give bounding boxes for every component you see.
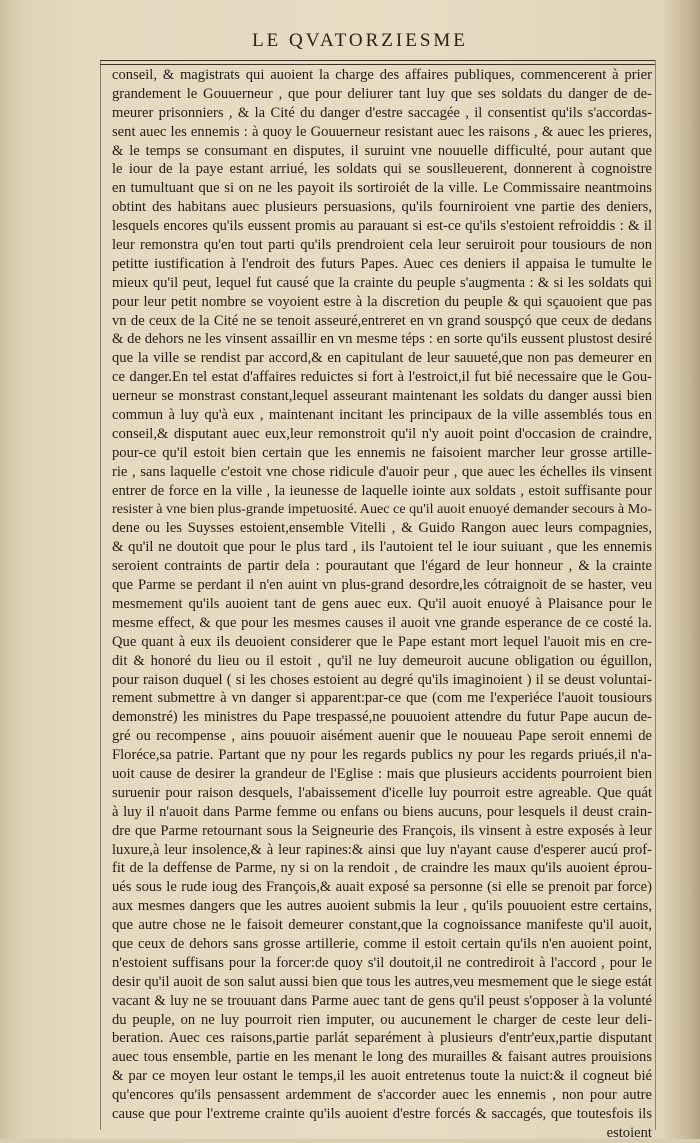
text-line: suruenir pour raison desquels, l'abaissement d'icelle luy pourroit estre agreable. Que quát — [112, 784, 652, 801]
text-line: leur remonstra qu'en tout parti qu'ils prendroient cela leur seruiroit pour tousiours de non — [112, 237, 652, 254]
text-line: que la ville se rendist par accord,& en capitulant de leur sauueté,que non pas demeurer en — [112, 350, 652, 367]
text-line: uerneur se monstrast constant,lequel asseurant maintenant les soldats du danger aussi bien — [112, 388, 652, 405]
text-line: aux mesmes dangers que les autres auoient submis la leur , qu'ils pouuoient estre certains, — [112, 898, 652, 915]
text-line: luxure,à leur insolence,& à leur rapines:& ainsi que luy n'ayant cause d'esperer aucú prof- — [112, 841, 652, 858]
text-line: meurer prisonniers , & la Cité du danger d'estre saccagée , il consentist qu'ils s'accordas- — [112, 104, 652, 121]
text-line: grandement le Gouuerneur , que pour deliurer tant luy que ses soldats du danger de de- — [112, 85, 652, 102]
body-text — [112, 66, 652, 1143]
text-line: & de dehors ne les vinsent assaillir en vn mesme téps : en sorte qu'ils eussent plustost desiré — [112, 331, 652, 348]
text-line: conseil,& disputant auec eux,leur remonstroit qu'il n'y auoit point d'occasion de craindre, — [112, 425, 652, 442]
text-line: dene ou les Suysses estoient,ensemble Vitelli , & Guido Rangon auec leurs compagnies, — [112, 520, 652, 537]
text-line: mesme effect, & que pour les mesmes causes il auoit vne grande esperance de ce costé la. — [112, 614, 652, 631]
text-line: vn de ceux de la Cité ne se tenoit asseuré,entreret en vn grand souspçó que ceux de dedans — [112, 312, 652, 329]
text-line: à luy il n'auoit dans Parme femme ou enfans ou biens aucuns, pour lesquels il deust crain- — [112, 803, 652, 820]
text-line: que ceux de dehors sans grosse artillerie, comme il estoit certain qu'ils n'en auoient point, — [112, 935, 652, 952]
text-line: lesquels encores qu'ils eussent promis au parauant si est-ce qu'ils s'estoient refroiddis : & il — [112, 218, 652, 235]
text-line: cause que pour l'extreme crainte qu'ils auoient d'estre forcés & saccagés, que toutesfois ils — [112, 1105, 652, 1122]
text-line: rement submettre à vn danger si apparent:par-ce que (com me l'experiéce l'auoit tousiours — [112, 690, 652, 707]
text-line: Que quant à eux ils deuoient considerer que le Pape estant mort lequel l'auoit mis en cre- — [112, 633, 652, 650]
text-line: vacant & luy ne se trouuant dans Parme auec tant de gens qu'il peust s'opposer à la volunté — [112, 992, 652, 1009]
text-line: mieux qu'il peut, lequel fut causé que la crainte du peuple s'augmenta : & si les soldats qui — [112, 274, 652, 291]
left-margin-rule — [100, 60, 101, 1130]
right-margin-rule — [655, 60, 656, 1130]
text-line: obtint des habitans auec plusieurs persuasions, qu'ils fourniroient vne partie des deniers, — [112, 199, 652, 216]
text-line: pour leur petit nombre se voyoient estre à la discretion du peuple & qui sçauoient que pas — [112, 293, 652, 310]
text-line: ce danger.En tel estat d'affaires reduictes si fort à l'estroict,il fut bié necessaire que le Gou- — [112, 369, 652, 386]
text-line: entrer de force en la ville , la ieunesse de laquelle iointe aux soldats , estoit suffisante pour — [112, 482, 652, 499]
text-line: pour-ce qu'il estoit bien certain que les ennemis ne faisoient marcher leur grosse artille- — [112, 444, 652, 461]
text-line: demonstré) les ministres du Pape trespassé,ne pouuoient attendre du futur Pape aucun de- — [112, 709, 652, 726]
text-line: petitte iustification à l'endroit des futurs Papes. Auec ces deniers il appaisa le tumulte le — [112, 255, 652, 272]
text-line: auec tous ensemble, partie en les menant le long des murailles & faisant autres prouisions — [112, 1049, 652, 1066]
text-line: que Parme se perdant il n'en auint vn plus-grand desordre,les cótraignoit de se haster, veu — [112, 577, 652, 594]
text-line: Floréce,sa patrie. Partant que ny pour les regards publics ny pour les regards priués,il n'a- — [112, 747, 652, 764]
text-line: commun à luy qu'à eux , maintenant incitant les principaux de la ville assemblés tous en — [112, 407, 652, 424]
text-line: desir qu'il auoit de son salut aussi bien que tous les autres,veu mesmement que le siege estát — [112, 973, 652, 990]
text-line: resister à vne bien plus-grande impetuosité. Auec ce qu'il auoit enuoyé demander secours à Mo- — [112, 501, 652, 518]
text-line: dit & honoré du lieu ou il estoit , qu'il ne luy demeuroit aucune obligation ou éguillon, — [112, 652, 652, 669]
text-line: du peuple, on ne luy pourroit rien imputer, ou aucunement le charger de ceste leur deli- — [112, 1011, 652, 1028]
text-line: fit de la deffense de Parme, ny si on la rendoit , de craindre les maux qu'ils auoient éprou- — [112, 860, 652, 877]
text-line: rie , sans laquelle c'estoit vne chose ridicule d'auoir peur , que auec les échelles ils vinsent — [112, 463, 652, 480]
text-line: beration. Auec ces raisons,partie parlát separément à plusieurs d'entr'eux,partie disputant — [112, 1030, 652, 1047]
text-line: & le temps se consumant en disputes, il suruint vne nouuelle difficulté, pour autant que — [112, 142, 652, 159]
text-line: mesmement qu'ils auoient tant de gens auec eux. Qu'il auoit enuoyé à Plaisance pour le — [112, 595, 652, 612]
text-line: seroient contraints de partir dela : pourautant que l'égard de leur honneur , & la crainte — [112, 558, 652, 575]
text-line: & qu'il ne doutoit que pour le plus tard , ils l'autoient tel le iour suiuant , que les ennemis — [112, 539, 652, 556]
text-line: dre que Parme retournant sous la Seigneurie des François, ils vinsent à estre exposés à leur — [112, 822, 652, 839]
text-line: & par ce moyen leur ostant le temps,il les auoit entretenus toute la nuict:& il cogneut bié — [112, 1068, 652, 1085]
text-line: sent auec les ennemis : à quoy le Gouuerneur resistant auec les raisons , & auec les prieres, — [112, 123, 652, 140]
header-rule-inner — [100, 64, 655, 65]
page-gutter-shadow — [664, 0, 700, 1139]
text-line: estoient — [606, 1124, 652, 1141]
text-line: gré ou recompense , ains pouuoir aisément auenir que le nouueau Pape seroit ennemi de — [112, 728, 652, 745]
text-line: le iour de la paye estant arriué, les soldats qui se souslleuerent, donnerent à cognoistre — [112, 161, 652, 178]
running-head: LE QVATORZIESME — [252, 30, 468, 51]
text-line: conseil, & magistrats qui auoient la charge des affaires publiques, commencerent à prier — [112, 67, 652, 83]
text-line: ués sous le rude ioug des François,& auait exposé sa personne (si elle se prenoit par force) — [112, 879, 652, 896]
header-rule — [100, 60, 655, 61]
text-line: n'estoient suffisans pour la forcer:de quoy s'il doutoit,il ne contrediroit à l'accord , pour le — [112, 954, 652, 971]
text-line: en tumultuant que si on ne les payoit ils sortiroiét de la ville. Le Commissaire neantmoins — [112, 180, 652, 197]
text-line: pour raison duquel ( si les choses estoient au degré qu'ils imaginoient ) il se deust voluntai- — [112, 671, 652, 688]
text-line: qu'encores qu'ils pensassent ardemment de s'accorder auec les ennemis , non pour autre — [112, 1087, 652, 1104]
text-line: uoit cause de desirer la grandeur de l'Eglise : mais que plusieurs accidents pourroient bien — [112, 765, 652, 782]
text-line: que autre chose ne le faisoit demeurer constant,que la cognoissance manifeste qu'il auoit, — [112, 917, 652, 934]
